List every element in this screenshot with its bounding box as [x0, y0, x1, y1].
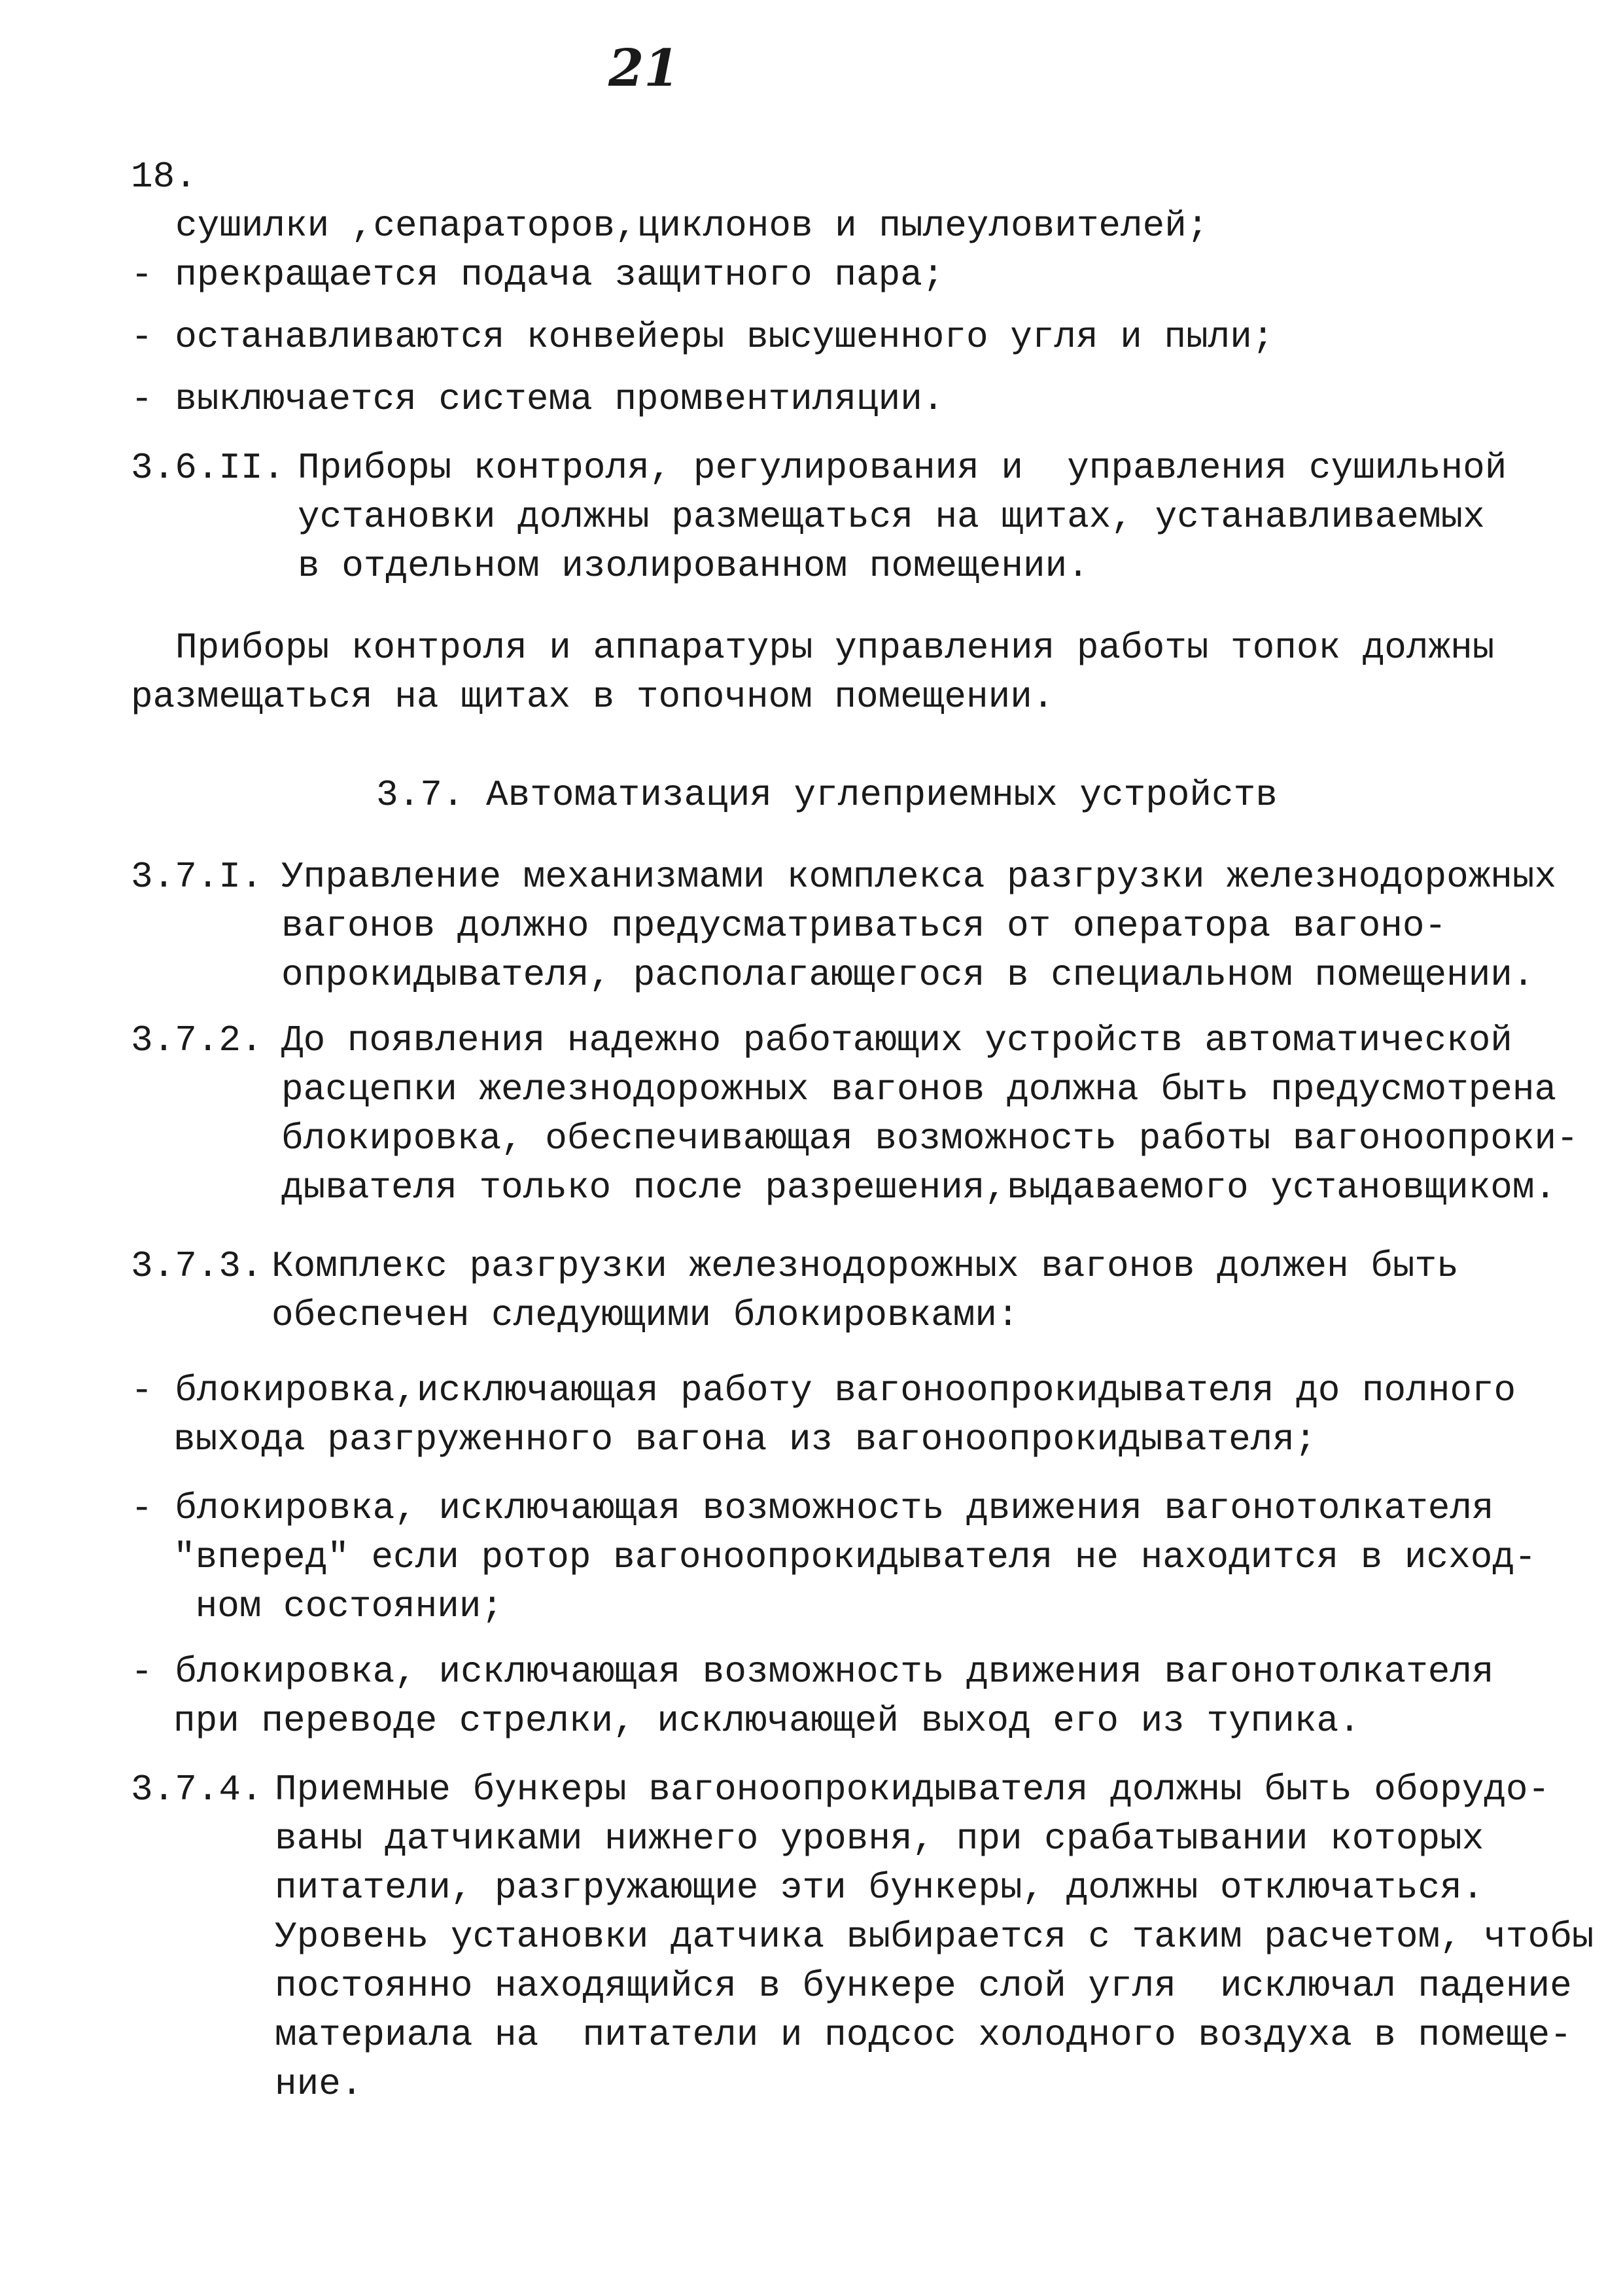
clause-line: питатели, разгружающие эти бункеры, должны отключаться.	[275, 1867, 1484, 1909]
list-item-continuation: при переводе стрелки, исключающей выход его из тупика.	[173, 1700, 1361, 1742]
paragraph-line: Приборы контроля и аппаратуры управления работы топок должны	[175, 627, 1495, 669]
continuation-marker: 18.	[131, 156, 197, 198]
list-item: - выключается система промвентиляции.	[131, 378, 945, 420]
clause-line: До появления надежно работающих устройств автоматической	[281, 1019, 1512, 1061]
list-item-continuation: ном состоянии;	[173, 1585, 504, 1627]
clause-line: расцепки железнодорожных вагонов должна быть предусмотрена	[281, 1069, 1557, 1110]
clause-line: опрокидывателя, располагающегося в специальном помещении.	[281, 954, 1535, 996]
list-item: - блокировка, исключающая возможность движения вагонотолкателя	[131, 1487, 1494, 1529]
clause-line: дывателя только после разрешения,выдаваемого установщиком.	[281, 1167, 1557, 1209]
clause-number: 3.7.I.	[131, 856, 263, 898]
list-item: - прекращается подача защитного пара;	[131, 254, 945, 296]
clause-line: Управление механизмами комплекса разгрузки железнодорожных	[281, 856, 1557, 898]
list-item-continuation: выхода разгруженного вагона из вагоноопрокидывателя;	[173, 1419, 1317, 1460]
clause-number: 3.6.II.	[131, 447, 285, 489]
clause-line: Приборы контроля, регулирования и управления сушильной	[298, 447, 1507, 489]
clause-number: 3.7.2.	[131, 1019, 263, 1061]
page-number: 21	[608, 39, 680, 98]
clause-number: 3.7.4.	[131, 1769, 263, 1810]
clause-line: обеспечен следующими блокировками:	[271, 1294, 1019, 1336]
continuation-line: сушилки ,сепараторов,циклонов и пылеуловителей;	[175, 205, 1209, 247]
clause-number: 3.7.3.	[131, 1245, 263, 1287]
clause-line: Приемные бункеры вагоноопрокидывателя должны быть оборудо-	[275, 1769, 1550, 1810]
clause-line: постоянно находящийся в бункере слой угля исключал падение	[275, 1965, 1572, 2007]
list-item: - блокировка,исключающая работу вагоноопрокидывателя до полного	[131, 1369, 1516, 1411]
clause-line: Комплекс разгрузки железнодорожных вагонов должен быть	[271, 1245, 1459, 1287]
list-item: - останавливаются конвейеры высушенного угля и пыли;	[131, 316, 1274, 358]
list-item: - блокировка, исключающая возможность движения вагонотолкателя	[131, 1651, 1494, 1693]
clause-line: блокировка, обеспечивающая возможность работы вагоноопроки-	[281, 1118, 1579, 1159]
list-item-continuation: "вперед" если ротор вагоноопрокидывателя не находится в исход-	[173, 1536, 1537, 1578]
clause-line: ние.	[275, 2063, 363, 2105]
clause-line: установки должны размещаться на щитах, устанавливаемых	[298, 496, 1485, 538]
clause-line: в отдельном изолированном помещении.	[298, 545, 1089, 587]
paragraph-line: размещаться на щитах в топочном помещении.	[131, 676, 1055, 718]
clause-line: вагонов должно предусматриваться от оператора вагоно-	[281, 905, 1447, 947]
clause-line: Уровень установки датчика выбирается с таким расчетом, чтобы	[275, 1916, 1594, 1958]
clause-line: материала на питатели и подсос холодного воздуха в помеще-	[275, 2014, 1572, 2056]
clause-line: ваны датчиками нижнего уровня, при срабатывании которых	[275, 1818, 1484, 1860]
section-title: 3.7. Автоматизация углеприемных устройств	[376, 774, 1278, 816]
